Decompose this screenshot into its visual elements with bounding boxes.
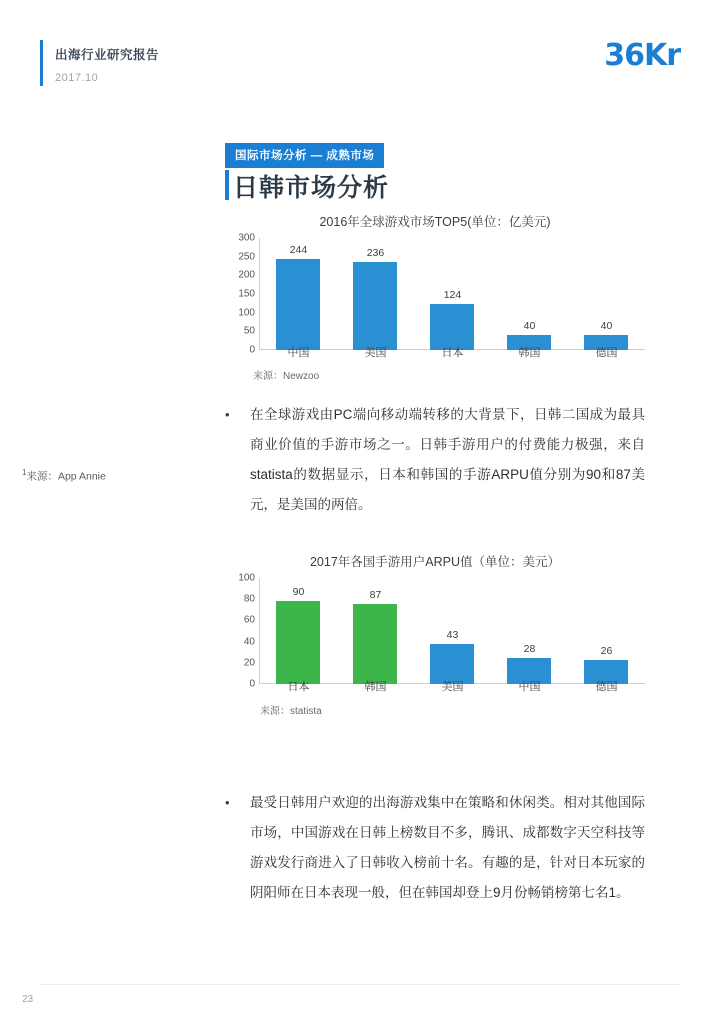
chart1-x-label: 美国 xyxy=(364,347,387,359)
chart1-x-label: 中国 xyxy=(287,347,310,359)
page-header xyxy=(0,0,720,110)
chart1-source: 来源：Newzoo xyxy=(253,371,320,382)
chart2-bar-value: 28 xyxy=(523,643,536,655)
chart2-x-label: 日本 xyxy=(287,681,310,693)
chart1-ytick: 150 xyxy=(238,288,255,300)
chart2-y-axis xyxy=(225,572,259,690)
chart2-bar-col xyxy=(495,578,564,684)
footnote-left-text: 来源：App Annie xyxy=(26,470,106,483)
chart1-ytick: 250 xyxy=(238,251,255,263)
bullet-text: 在全球游戏由PC端向移动端转移的大背景下，日韩二国成为最具商业价值的手游市场之一。日韩手游用户的付费能力极强，来自statista的数据显示，日本和韩国的手游ARPU值分别为90和87美元，是美国的两倍。 xyxy=(250,407,645,512)
chart1-bar xyxy=(353,262,397,350)
section-tag: 国际市场分析 — 成熟市场 xyxy=(225,143,384,168)
bullet-marker: • xyxy=(225,795,230,810)
chart2-bar xyxy=(276,601,320,684)
chart1-ytick: 200 xyxy=(238,269,255,281)
chart-arpu-by-country xyxy=(225,552,645,717)
chart1-bar xyxy=(276,259,320,350)
chart1-bar-col xyxy=(495,238,564,350)
chart2-bar-col xyxy=(341,578,410,684)
chart1-ytick: 50 xyxy=(243,325,255,337)
chart1-ytick: 0 xyxy=(249,344,255,356)
chart1-bar-value: 40 xyxy=(600,320,613,332)
chart2-bar-value: 87 xyxy=(369,589,382,601)
report-date: 2017.10 xyxy=(55,72,99,84)
chart1-x-label: 韩国 xyxy=(518,347,541,359)
chart1-x-label: 日本 xyxy=(441,347,464,359)
chart2-bar xyxy=(353,604,397,684)
chart2-x-labels xyxy=(260,678,645,694)
footnote-left: $^1$来源：App Annie xyxy=(22,468,106,483)
chart1-x-labels xyxy=(260,344,645,360)
page-number: 23 xyxy=(22,994,34,1005)
chart2-source: 来源：statista xyxy=(260,706,322,717)
chart1-y-axis xyxy=(225,232,259,356)
chart2-bar-col xyxy=(264,578,333,684)
chart1-bar-value: 124 xyxy=(443,289,462,301)
report-title: 出海行业研究报告 xyxy=(55,48,160,62)
chart2-x-label: 韩国 xyxy=(364,681,387,693)
chart2-title: 2017年各国手游用户ARPU值（单位：美元） xyxy=(309,555,561,569)
footer-divider xyxy=(40,984,680,985)
chart2-bar-value: 43 xyxy=(446,629,459,641)
section-title: 日韩市场分析 xyxy=(233,174,390,202)
chart2-ytick: 100 xyxy=(238,572,255,584)
chart1-ytick: 100 xyxy=(238,307,255,319)
chart2-ytick: 40 xyxy=(243,636,255,648)
bullet-item-2 xyxy=(225,788,645,908)
chart2-ytick: 60 xyxy=(243,614,255,626)
chart1-title: 2016年全球游戏市场TOP5(单位：亿美元) xyxy=(319,215,551,229)
chart2-bar-col xyxy=(418,578,487,684)
section-title-rule xyxy=(225,170,229,200)
header-accent-bar xyxy=(40,40,43,86)
bullet-item-1 xyxy=(225,400,645,520)
chart1-bar-value: 40 xyxy=(523,320,536,332)
chart2-ytick: 0 xyxy=(249,678,255,690)
chart1-ytick: 300 xyxy=(238,232,255,244)
chart1-x-label: 德国 xyxy=(595,347,618,359)
chart2-x-label: 中国 xyxy=(518,681,541,693)
bullet-text: 最受日韩用户欢迎的出海游戏集中在策略和休闲类。相对其他国际市场，中国游戏在日韩上榜数目不多，腾讯、成都数字天空科技等游戏发行商进入了日韩收入榜前十名。有趣的是，针对日本玩家的阴阳师在日本表现一般，但在韩国却登上9月份畅销榜第七名1。 xyxy=(250,795,645,900)
chart1-bar-col xyxy=(572,238,641,350)
chart1-bar-value: 236 xyxy=(366,247,385,259)
chart1-bars xyxy=(260,238,645,350)
chart1-bar-col xyxy=(341,238,410,350)
chart1-bar-col xyxy=(418,238,487,350)
chart2-bar-value: 90 xyxy=(292,586,305,598)
chart2-ytick: 80 xyxy=(243,593,255,605)
brand-logo: 36Kr xyxy=(604,38,680,73)
bullet-marker: • xyxy=(225,407,230,422)
chart2-bars xyxy=(260,578,645,684)
chart-global-game-market-top5 xyxy=(225,212,645,382)
chart2-x-label: 美国 xyxy=(441,681,464,693)
chart2-bar-value: 26 xyxy=(600,645,613,657)
chart2-x-label: 德国 xyxy=(595,681,618,693)
chart1-bar-value: 244 xyxy=(289,244,308,256)
chart1-bar-col xyxy=(264,238,333,350)
chart2-bar-col xyxy=(572,578,641,684)
chart2-ytick: 20 xyxy=(243,657,255,669)
